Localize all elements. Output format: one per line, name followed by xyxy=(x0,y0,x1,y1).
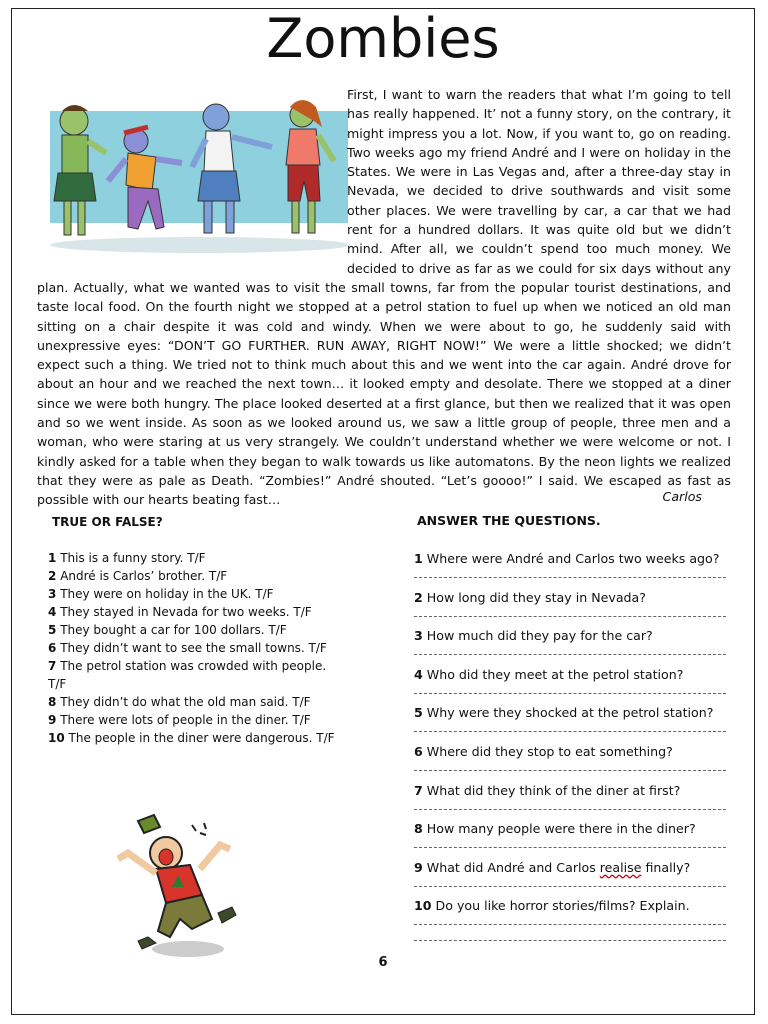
list-item: 3 They were on holiday in the UK. T/F xyxy=(48,587,274,601)
answer-line[interactable] xyxy=(414,731,726,732)
question-item: 5 Why were they shocked at the petrol station? xyxy=(414,699,726,738)
question-item: 3 How much did they pay for the car? xyxy=(414,622,726,661)
answer-line[interactable] xyxy=(414,616,726,617)
list-item: 8 They didn’t do what the old man said. T/F xyxy=(48,695,311,709)
answer-line[interactable] xyxy=(414,886,726,887)
answer-line[interactable] xyxy=(414,654,726,655)
question-item: 10 Do you like horror stories/films? Explain. xyxy=(414,892,726,962)
answer-line[interactable] xyxy=(414,940,726,941)
true-false-list xyxy=(48,549,338,747)
scared-runner-illustration xyxy=(108,813,248,963)
answer-line[interactable] xyxy=(414,770,726,771)
question-item: 4 Who did they meet at the petrol station? xyxy=(414,661,726,700)
list-item: 5 They bought a car for 100 dollars. T/F xyxy=(48,623,287,637)
list-item: 7 The petrol station was crowded with people. T/F xyxy=(48,659,327,691)
questions-list xyxy=(414,545,726,962)
question-item: 9 What did André and Carlos realise finally? xyxy=(414,854,726,893)
true-false-heading: TRUE OR FALSE? xyxy=(52,515,163,529)
answer-line[interactable] xyxy=(414,693,726,694)
question-item: 2 How long did they stay in Nevada? xyxy=(414,584,726,623)
list-item: 10 The people in the diner were dangerous. T/F xyxy=(48,731,335,745)
question-item: 6 Where did they stop to eat something? xyxy=(414,738,726,777)
page-number: 6 xyxy=(378,955,388,970)
page-title: Zombies xyxy=(266,7,500,70)
answer-line[interactable] xyxy=(414,809,726,810)
list-item: 1 This is a funny story. T/F xyxy=(48,551,206,565)
answer-line[interactable] xyxy=(414,577,726,578)
answer-line[interactable] xyxy=(414,847,726,848)
answer-questions-heading: ANSWER THE QUESTIONS. xyxy=(417,513,601,528)
story-author: Carlos xyxy=(662,489,702,504)
list-item: 2 André is Carlos’ brother. T/F xyxy=(48,569,228,583)
story-text xyxy=(37,85,731,510)
list-item: 9 There were lots of people in the diner. T/F xyxy=(48,713,311,727)
story-paragraph: First, I want to warn the readers that what I’m going to tell has really happened. It’ not a funny story, on the contrary, it might impress you a lot. Now, if you want to, go on reading. Two weeks ago my friend André and I were on holiday in the States. We were in Las Vegas and, after a three-day stay in Nevada, we decided to drive southwards and visit some other places. We were travelling by car, a car that we had rent for a hundred dollars. It was quite old but we didn’t mind. After all, we couldn’t spend too much money. We decided to drive as far as we could for six days without any plan. Actually, what we wanted was to visit the small towns, far from the popular tourist destinations, and taste local food. On the fourth night we stopped at a petrol station to fuel up when we noticed an old man sitting on a chair despite it was cold and windy. When we were about to go, he suddenly said with unexpressive eyes: “DON’T GO FURTHER. RUN AWAY, RIGHT NOW!” We were a little shocked; we didn’t expect such a thing. We tried not to think much about this and we went into the car again. André drove for about an hour and we reached the next town… it looked empty and desolate. There we stopped at a diner since we were both hungry. The place looked deserted at a first glance, but then we realized that it was open and so we went inside. As soon as we looked around us, we saw a little group of people, three men and a woman, who were staring at us very strangely. We couldn’t understand whether we were welcome or not. I kindly asked for a table when they began to walk towards us like automatons. By the neon lights we realized that they were as pale as Death. “Zombies!” André shouted. “Let’s goooo!” I said. We escaped as fast as possible with our hearts beating fast… xyxy=(37,87,731,508)
list-item: 6 They didn’t want to see the small towns. T/F xyxy=(48,641,327,655)
worksheet-page xyxy=(11,8,755,1015)
question-item: 7 What did they think of the diner at first? xyxy=(414,777,726,816)
list-item: 4 They stayed in Nevada for two weeks. T/F xyxy=(48,605,312,619)
answer-line[interactable] xyxy=(414,924,726,925)
question-item: 1 Where were André and Carlos two weeks ago? xyxy=(414,545,726,584)
question-item: 8 How many people were there in the diner? xyxy=(414,815,726,854)
